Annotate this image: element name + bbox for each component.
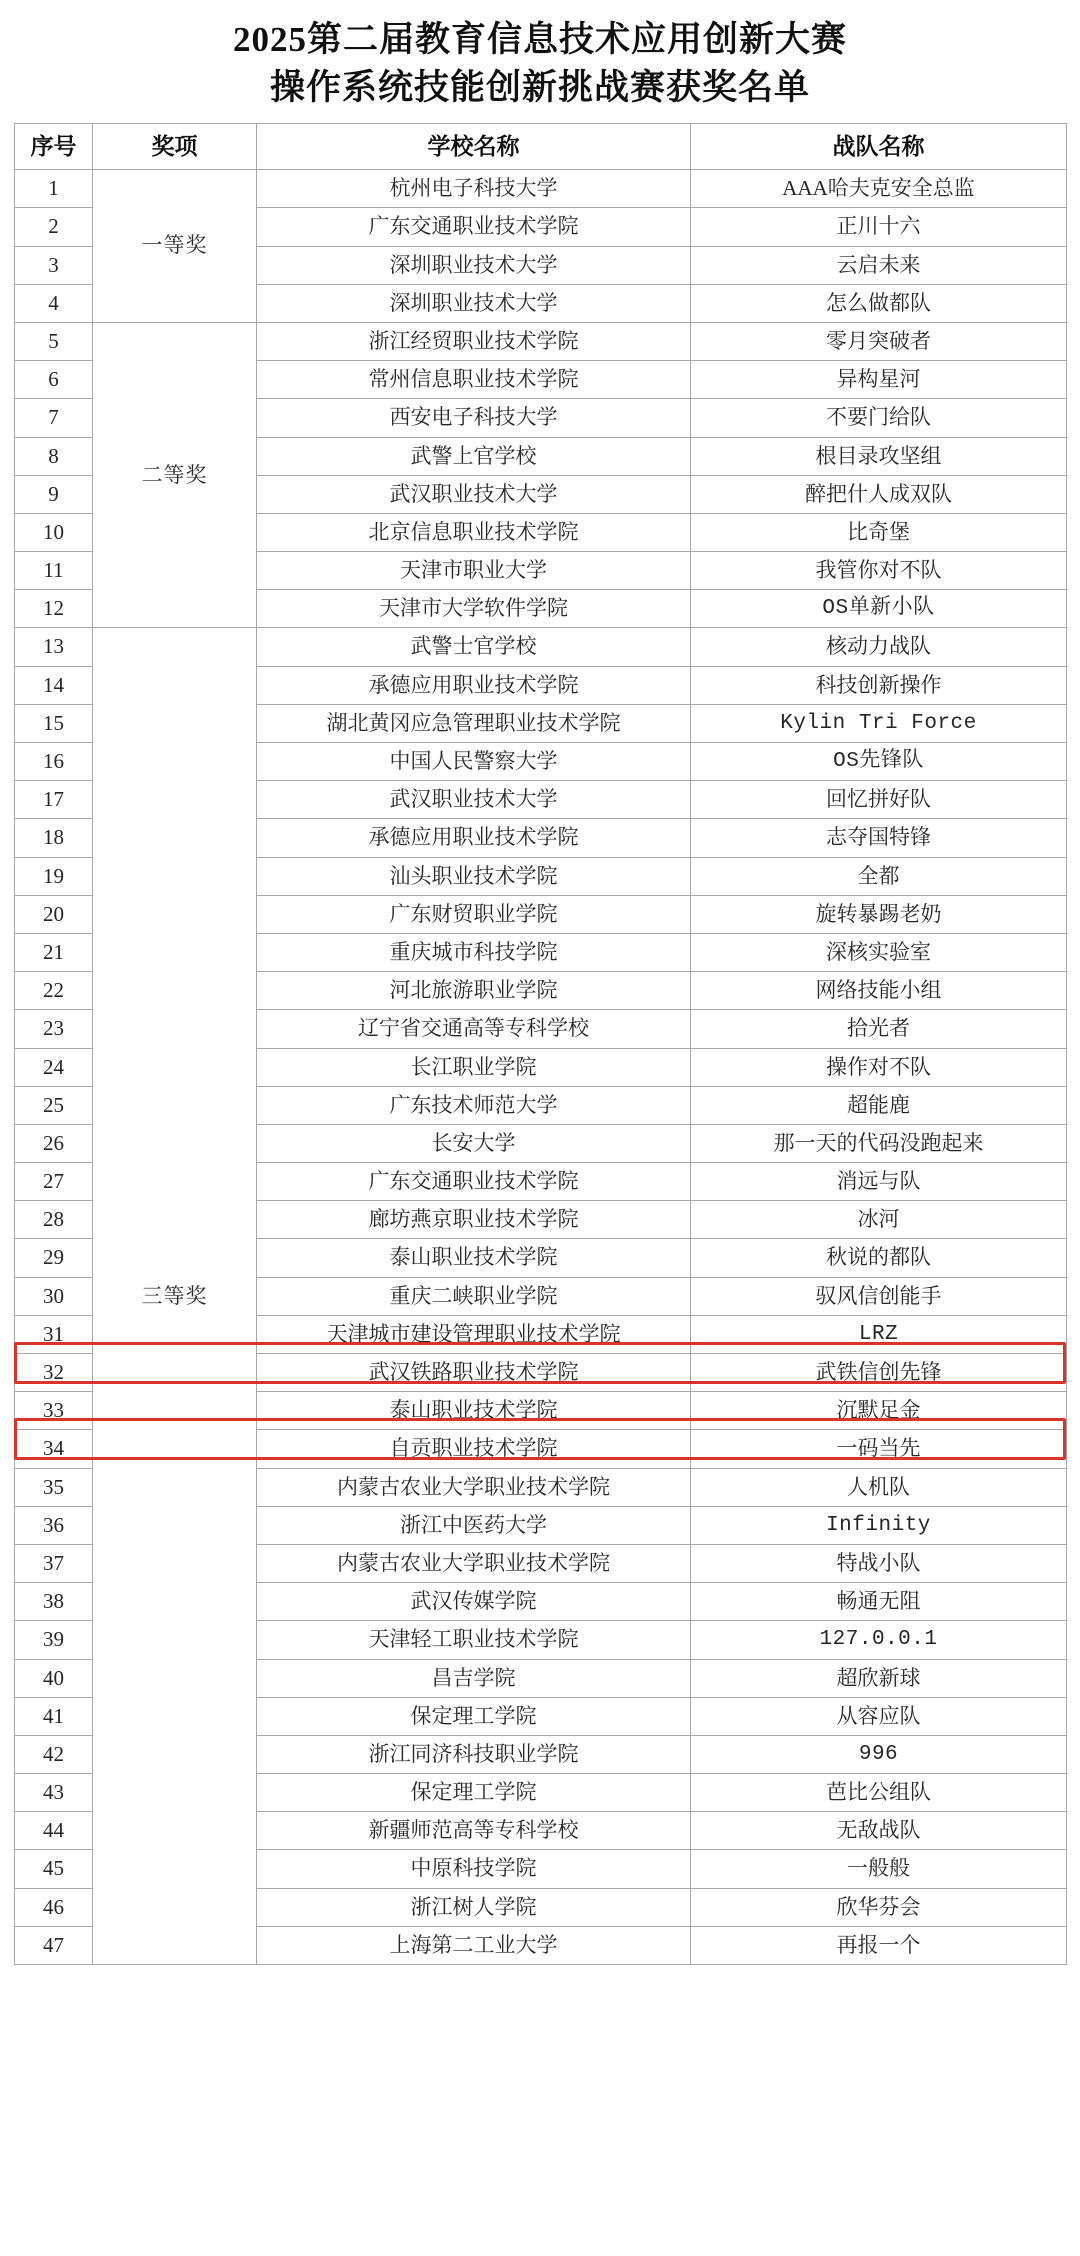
cell-no: 4 <box>15 284 93 322</box>
cell-team: OS单新小队 <box>691 590 1067 628</box>
cell-no: 40 <box>15 1659 93 1697</box>
cell-school: 深圳职业技术大学 <box>257 284 691 322</box>
cell-school: 中原科技学院 <box>257 1850 691 1888</box>
cell-no: 47 <box>15 1926 93 1964</box>
cell-award-group: 二等奖 <box>93 322 257 628</box>
cell-school: 上海第二工业大学 <box>257 1926 691 1964</box>
cell-team: 驭风信创能手 <box>691 1277 1067 1315</box>
cell-school: 广东交通职业技术学院 <box>257 1163 691 1201</box>
cell-school: 承德应用职业技术学院 <box>257 666 691 704</box>
cell-no: 7 <box>15 399 93 437</box>
cell-team: OS先锋队 <box>691 743 1067 781</box>
cell-school: 武汉职业技术大学 <box>257 781 691 819</box>
cell-team: 127.0.0.1 <box>691 1621 1067 1659</box>
cell-no: 1 <box>15 170 93 208</box>
cell-school: 浙江同济科技职业学院 <box>257 1735 691 1773</box>
cell-no: 20 <box>15 895 93 933</box>
cell-school: 自贡职业技术学院 <box>257 1430 691 1468</box>
cell-no: 5 <box>15 322 93 360</box>
cell-no: 13 <box>15 628 93 666</box>
cell-no: 17 <box>15 781 93 819</box>
cell-no: 39 <box>15 1621 93 1659</box>
cell-award-group: 三等奖 <box>93 628 257 1965</box>
cell-school: 重庆城市科技学院 <box>257 933 691 971</box>
cell-school: 西安电子科技大学 <box>257 399 691 437</box>
cell-team: 全都 <box>691 857 1067 895</box>
cell-team: 超欣新球 <box>691 1659 1067 1697</box>
table-row <box>15 628 1067 666</box>
cell-school: 重庆二峡职业学院 <box>257 1277 691 1315</box>
cell-no: 14 <box>15 666 93 704</box>
cell-team: 武铁信创先锋 <box>691 1354 1067 1392</box>
cell-school: 广东财贸职业学院 <box>257 895 691 933</box>
cell-no: 8 <box>15 437 93 475</box>
cell-school: 武警士官学校 <box>257 628 691 666</box>
cell-school: 天津城市建设管理职业技术学院 <box>257 1315 691 1353</box>
cell-team: 芭比公组队 <box>691 1774 1067 1812</box>
cell-no: 28 <box>15 1201 93 1239</box>
cell-no: 30 <box>15 1277 93 1315</box>
cell-no: 42 <box>15 1735 93 1773</box>
cell-award-group: 一等奖 <box>93 170 257 323</box>
cell-no: 27 <box>15 1163 93 1201</box>
cell-no: 26 <box>15 1124 93 1162</box>
cell-school: 武汉职业技术大学 <box>257 475 691 513</box>
cell-team: 我管你对不队 <box>691 552 1067 590</box>
cell-school: 湖北黄冈应急管理职业技术学院 <box>257 704 691 742</box>
cell-school: 新疆师范高等专科学校 <box>257 1812 691 1850</box>
cell-team: 不要门给队 <box>691 399 1067 437</box>
cell-school: 广东技术师范大学 <box>257 1086 691 1124</box>
cell-school: 辽宁省交通高等专科学校 <box>257 1010 691 1048</box>
cell-team: 深核实验室 <box>691 933 1067 971</box>
cell-team: 正川十六 <box>691 208 1067 246</box>
cell-no: 18 <box>15 819 93 857</box>
cell-no: 15 <box>15 704 93 742</box>
column-header-award: 奖项 <box>93 123 257 170</box>
award-list-table <box>14 123 1067 1965</box>
cell-no: 22 <box>15 972 93 1010</box>
table-row <box>15 170 1067 208</box>
column-header-school: 学校名称 <box>257 123 691 170</box>
cell-school: 昌吉学院 <box>257 1659 691 1697</box>
cell-school: 武汉铁路职业技术学院 <box>257 1354 691 1392</box>
cell-school: 浙江经贸职业技术学院 <box>257 322 691 360</box>
title-line-1: 2025第二届教育信息技术应用创新大赛 <box>232 20 847 59</box>
cell-team: 一码当先 <box>691 1430 1067 1468</box>
cell-no: 16 <box>15 743 93 781</box>
cell-school: 长江职业学院 <box>257 1048 691 1086</box>
column-header-no: 序号 <box>15 123 93 170</box>
cell-school: 汕头职业技术学院 <box>257 857 691 895</box>
cell-team: 那一天的代码没跑起来 <box>691 1124 1067 1162</box>
cell-team: 根目录攻坚组 <box>691 437 1067 475</box>
cell-team: 网络技能小组 <box>691 972 1067 1010</box>
cell-team: 怎么做都队 <box>691 284 1067 322</box>
cell-team: 零月突破者 <box>691 322 1067 360</box>
cell-school: 保定理工学院 <box>257 1697 691 1735</box>
cell-school: 杭州电子科技大学 <box>257 170 691 208</box>
cell-team: 沉默足金 <box>691 1392 1067 1430</box>
table-header-row <box>15 123 1067 170</box>
cell-school: 内蒙古农业大学职业技术学院 <box>257 1468 691 1506</box>
cell-no: 3 <box>15 246 93 284</box>
cell-team: 操作对不队 <box>691 1048 1067 1086</box>
cell-team: 再报一个 <box>691 1926 1067 1964</box>
cell-no: 12 <box>15 590 93 628</box>
cell-no: 11 <box>15 552 93 590</box>
cell-no: 36 <box>15 1506 93 1544</box>
cell-no: 9 <box>15 475 93 513</box>
cell-school: 保定理工学院 <box>257 1774 691 1812</box>
cell-no: 41 <box>15 1697 93 1735</box>
cell-no: 2 <box>15 208 93 246</box>
cell-school: 中国人民警察大学 <box>257 743 691 781</box>
column-header-team: 战队名称 <box>691 123 1067 170</box>
table-body <box>15 170 1067 1965</box>
cell-school: 廊坊燕京职业技术学院 <box>257 1201 691 1239</box>
cell-team: 云启未来 <box>691 246 1067 284</box>
cell-school: 常州信息职业技术学院 <box>257 361 691 399</box>
cell-school: 泰山职业技术学院 <box>257 1392 691 1430</box>
cell-team: 冰河 <box>691 1201 1067 1239</box>
cell-no: 45 <box>15 1850 93 1888</box>
cell-team: 畅通无阻 <box>691 1583 1067 1621</box>
cell-team: 消远与队 <box>691 1163 1067 1201</box>
cell-no: 24 <box>15 1048 93 1086</box>
cell-team: Kylin Tri Force <box>691 704 1067 742</box>
cell-no: 46 <box>15 1888 93 1926</box>
cell-team: Infinity <box>691 1506 1067 1544</box>
cell-team: 欣华芬会 <box>691 1888 1067 1926</box>
cell-school: 天津轻工职业技术学院 <box>257 1621 691 1659</box>
cell-team: 核动力战队 <box>691 628 1067 666</box>
cell-no: 25 <box>15 1086 93 1124</box>
cell-no: 29 <box>15 1239 93 1277</box>
cell-school: 河北旅游职业学院 <box>257 972 691 1010</box>
cell-school: 广东交通职业技术学院 <box>257 208 691 246</box>
cell-team: 拾光者 <box>691 1010 1067 1048</box>
table-header <box>15 123 1067 170</box>
cell-no: 32 <box>15 1354 93 1392</box>
cell-school: 内蒙古农业大学职业技术学院 <box>257 1544 691 1582</box>
table-row <box>15 322 1067 360</box>
cell-team: 人机队 <box>691 1468 1067 1506</box>
cell-team: AAA哈夫克安全总监 <box>691 170 1067 208</box>
cell-team: 从容应队 <box>691 1697 1067 1735</box>
cell-school: 浙江中医药大学 <box>257 1506 691 1544</box>
cell-team: 志夺国特锋 <box>691 819 1067 857</box>
cell-no: 43 <box>15 1774 93 1812</box>
cell-no: 23 <box>15 1010 93 1048</box>
cell-school: 承德应用职业技术学院 <box>257 819 691 857</box>
cell-team: LRZ <box>691 1315 1067 1353</box>
cell-no: 10 <box>15 513 93 551</box>
cell-school: 北京信息职业技术学院 <box>257 513 691 551</box>
cell-no: 33 <box>15 1392 93 1430</box>
cell-team: 996 <box>691 1735 1067 1773</box>
cell-no: 34 <box>15 1430 93 1468</box>
cell-school: 浙江树人学院 <box>257 1888 691 1926</box>
cell-school: 长安大学 <box>257 1124 691 1162</box>
document-title <box>14 10 1066 123</box>
cell-team: 特战小队 <box>691 1544 1067 1582</box>
cell-team: 异构星河 <box>691 361 1067 399</box>
cell-team: 旋转暴踢老奶 <box>691 895 1067 933</box>
cell-school: 天津市职业大学 <box>257 552 691 590</box>
title-line-2: 操作系统技能创新挑战赛获奖名单 <box>269 68 810 108</box>
cell-no: 19 <box>15 857 93 895</box>
cell-team: 回忆拼好队 <box>691 781 1067 819</box>
cell-team: 无敌战队 <box>691 1812 1067 1850</box>
cell-no: 37 <box>15 1544 93 1582</box>
cell-school: 深圳职业技术大学 <box>257 246 691 284</box>
cell-school: 武警上官学校 <box>257 437 691 475</box>
cell-no: 38 <box>15 1583 93 1621</box>
cell-team: 一般般 <box>691 1850 1067 1888</box>
cell-school: 武汉传媒学院 <box>257 1583 691 1621</box>
cell-no: 6 <box>15 361 93 399</box>
cell-no: 31 <box>15 1315 93 1353</box>
cell-team: 秋说的都队 <box>691 1239 1067 1277</box>
cell-team: 超能鹿 <box>691 1086 1067 1124</box>
cell-no: 44 <box>15 1812 93 1850</box>
cell-team: 科技创新操作 <box>691 666 1067 704</box>
cell-team: 比奇堡 <box>691 513 1067 551</box>
cell-school: 泰山职业技术学院 <box>257 1239 691 1277</box>
cell-team: 醉把什人成双队 <box>691 475 1067 513</box>
cell-no: 21 <box>15 933 93 971</box>
cell-school: 天津市大学软件学院 <box>257 590 691 628</box>
cell-no: 35 <box>15 1468 93 1506</box>
